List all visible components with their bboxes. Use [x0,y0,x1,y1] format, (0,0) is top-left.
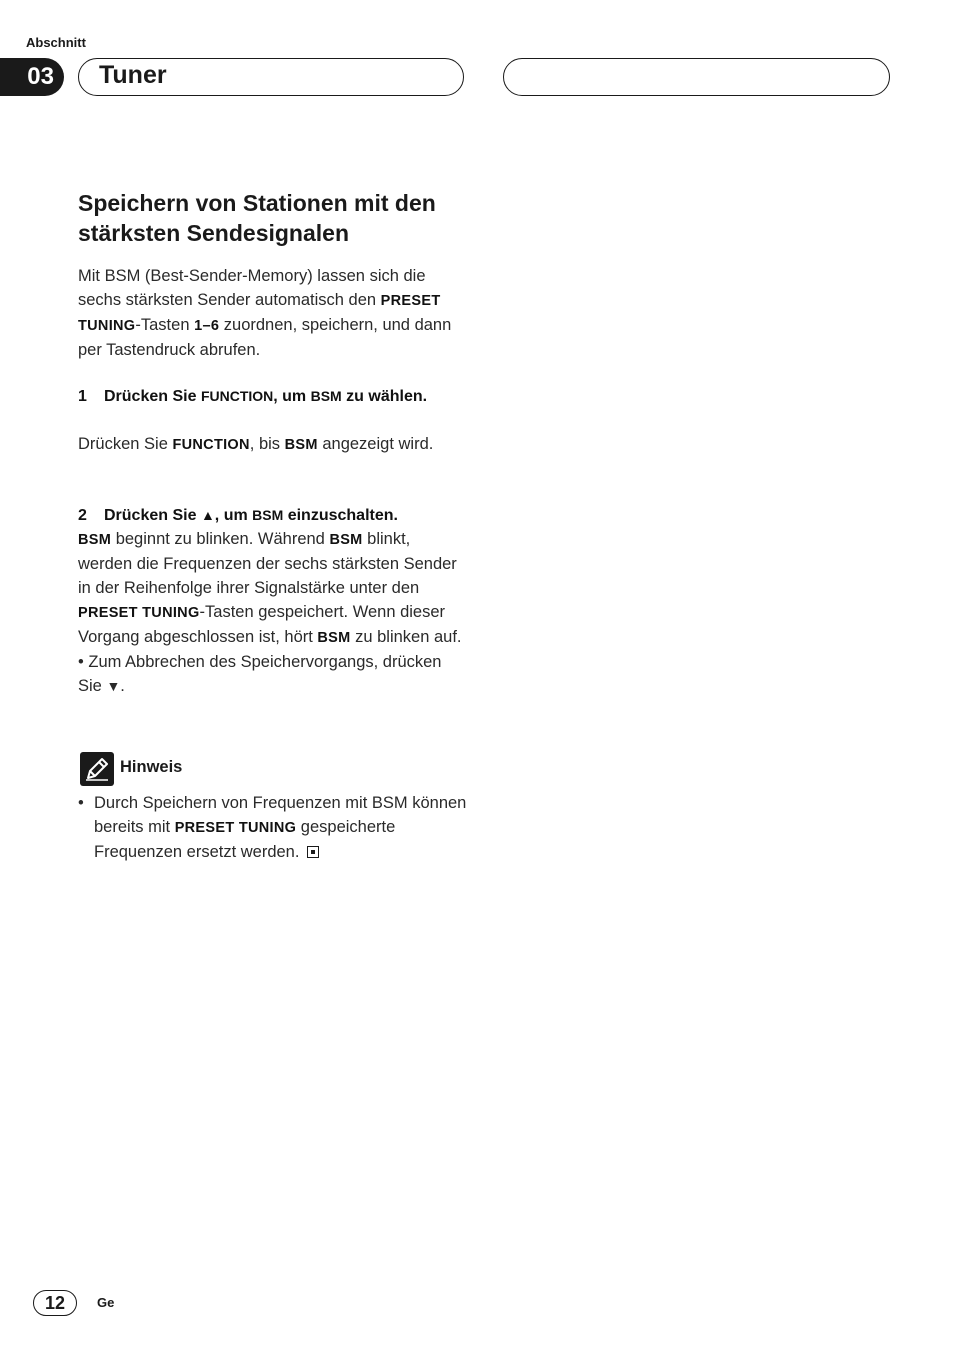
step-2-text: BSM beginnt zu blinken. Während BSM blinkt, werden die Frequenzen der sechs stärksten Sender in der Reihenfolge ihrer Signalstärke unter den PRESET TUNING-Tasten gespeichert. Wenn dieser Vorgang abgeschlossen ist, hört BSM zu blinken auf. • Zum Abbrechen des Speichervorgangs, drücken Sie ▼. [78,530,462,695]
chapter-title: Tuner [78,58,464,96]
end-of-section-icon [307,846,319,858]
step-2-heading: 2 Drücken Sie ▲, um BSM einzuschalten. [78,507,398,524]
note-text: • Durch Speichern von Frequenzen mit BSM können bereits mit PRESET TUNING gespeicherte Frequenzen ersetzt werden. [78,791,478,864]
step-1-text: Drücken Sie FUNCTION, bis BSM angezeigt wird. [78,435,434,453]
section-number-badge: 03 [0,58,64,96]
language-code: Ge [97,1295,115,1310]
note-bullet: • [78,794,84,812]
section-label: Abschnitt [26,35,86,50]
up-arrow-icon: ▲ [200,507,215,523]
header-empty-pill [503,58,890,96]
page-number: 12 [33,1290,77,1316]
page-heading: Speichern von Stationen mit den stärksten Sendesignalen [78,190,436,246]
intro-paragraph: Mit BSM (Best-Sender-Memory) lassen sich die sechs stärksten Sender automatisch den PRESET TUNING-Tasten 1–6 zuordnen, speichern, und dann per Tastendruck abrufen. [78,267,452,359]
down-arrow-icon: ▼ [106,678,121,694]
note-label: Hinweis [120,758,183,776]
note-pencil-icon [80,752,114,786]
step-1-heading: 1 Drücken Sie FUNCTION, um BSM zu wählen. [78,388,428,405]
